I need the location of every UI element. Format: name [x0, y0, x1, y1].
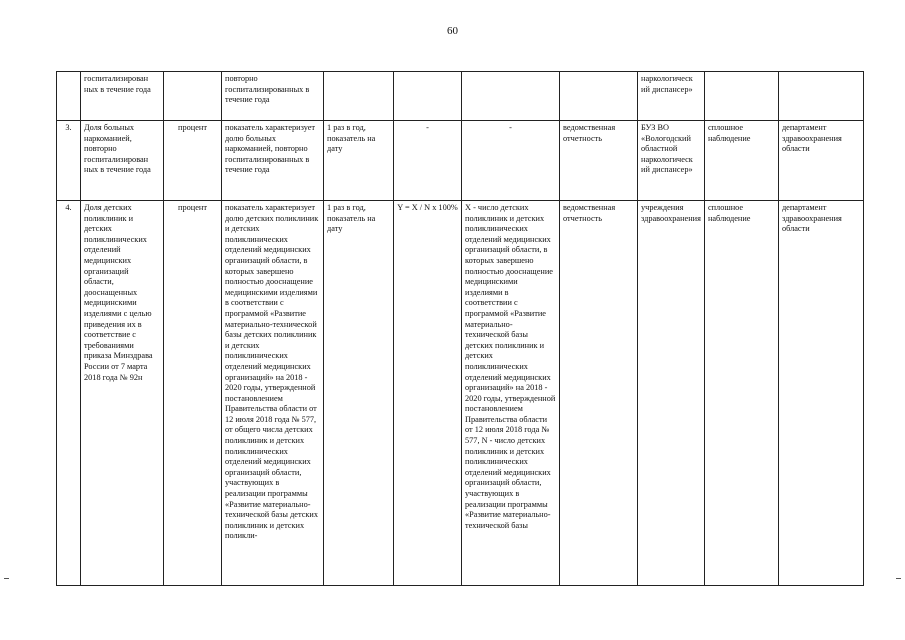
- definition: показатель характеризует долю детских поликлиник и детских поликлинических отделений медицинских организаций области, в которых завершено полностью дооснащение медицинскими изделиями в соответствии с программой «Развитие материально-технической базы детских поликлиник и детских поликлинических отделений медицинских организаций» на 2018 - 2020 годы, утвержденной постановлением Правительства области от 12 июля 2018 года № 577, от общего числа детских поликлиник и детских поликлинических отделений медицинских организаций области, участвующих в реализации программы «Развитие материально-технической базы детских поликлиник и детских поликли-: [222, 201, 324, 586]
- periodicity: [324, 72, 394, 121]
- formula: [394, 72, 462, 121]
- periodicity: 1 раз в год, показатель на дату: [324, 201, 394, 586]
- table-row: [57, 72, 864, 121]
- department: департамент здравоохранения области: [778, 201, 863, 586]
- unit: процент: [164, 201, 222, 586]
- row-number: 4.: [57, 201, 81, 586]
- indicator-table: [56, 71, 864, 586]
- responsible-org: БУЗ ВО «Вологодский областной наркологическ ий диспансер»: [638, 121, 705, 201]
- table-row: [57, 201, 864, 586]
- observation-type: сплошное наблюдение: [704, 121, 778, 201]
- table-row: [57, 121, 864, 201]
- department: департамент здравоохранения области: [778, 121, 863, 201]
- responsible-org: наркологическ ий диспансер»: [638, 72, 705, 121]
- formula: -: [394, 121, 462, 201]
- unit: процент: [164, 121, 222, 201]
- collection-method: [560, 72, 638, 121]
- scan-edge-mark: [896, 578, 901, 579]
- row-number: 3.: [57, 121, 81, 201]
- formula-params: X - число детских поликлиник и детских поликлинических отделений медицинских организаций области, в которых завершено полностью дооснащение медицинскими изделиями в соответствии с программой «Развитие материально-технической базы детских поликлиник и детских поликлинических отделений медицинских организаций» на 2018 - 2020 годы, утвержденной постановлением Правительства области от 12 июля 2018 года № 577, N - число детских поликлиник и детских поликлинических отделений медицинских организаций области, участвующих в реализации программы «Развитие материально-технической базы: [462, 201, 560, 586]
- observation-type: [704, 72, 778, 121]
- responsible-org: учреждения здравоохранения: [638, 201, 705, 586]
- indicator-name: Доля детских поликлиник и детских поликлинических отделений медицинских организаций области, дооснащенных медицинскими изделиями с целью приведения их в соответствие с требованиями приказа Минздрава России от 7 марта 2018 года № 92н: [81, 201, 164, 586]
- department: [778, 72, 863, 121]
- formula: Y = X / N x 100%: [394, 201, 462, 586]
- page-number: 60: [447, 25, 458, 37]
- formula-params: [462, 72, 560, 121]
- observation-type: сплошное наблюдение: [704, 201, 778, 586]
- definition: показатель характеризует долю больных наркоманией, повторно госпитализированных в течение года: [222, 121, 324, 201]
- collection-method: ведомственная отчетность: [560, 201, 638, 586]
- periodicity: 1 раз в год, показатель на дату: [324, 121, 394, 201]
- unit: [164, 72, 222, 121]
- indicator-name: госпитализирован ных в течение года: [81, 72, 164, 121]
- scan-edge-mark: [4, 578, 9, 579]
- collection-method: ведомственная отчетность: [560, 121, 638, 201]
- formula-params: -: [462, 121, 560, 201]
- row-number: [57, 72, 81, 121]
- definition: повторно госпитализированных в течение года: [222, 72, 324, 121]
- indicator-name: Доля больных наркоманией, повторно госпитализирован ных в течение года: [81, 121, 164, 201]
